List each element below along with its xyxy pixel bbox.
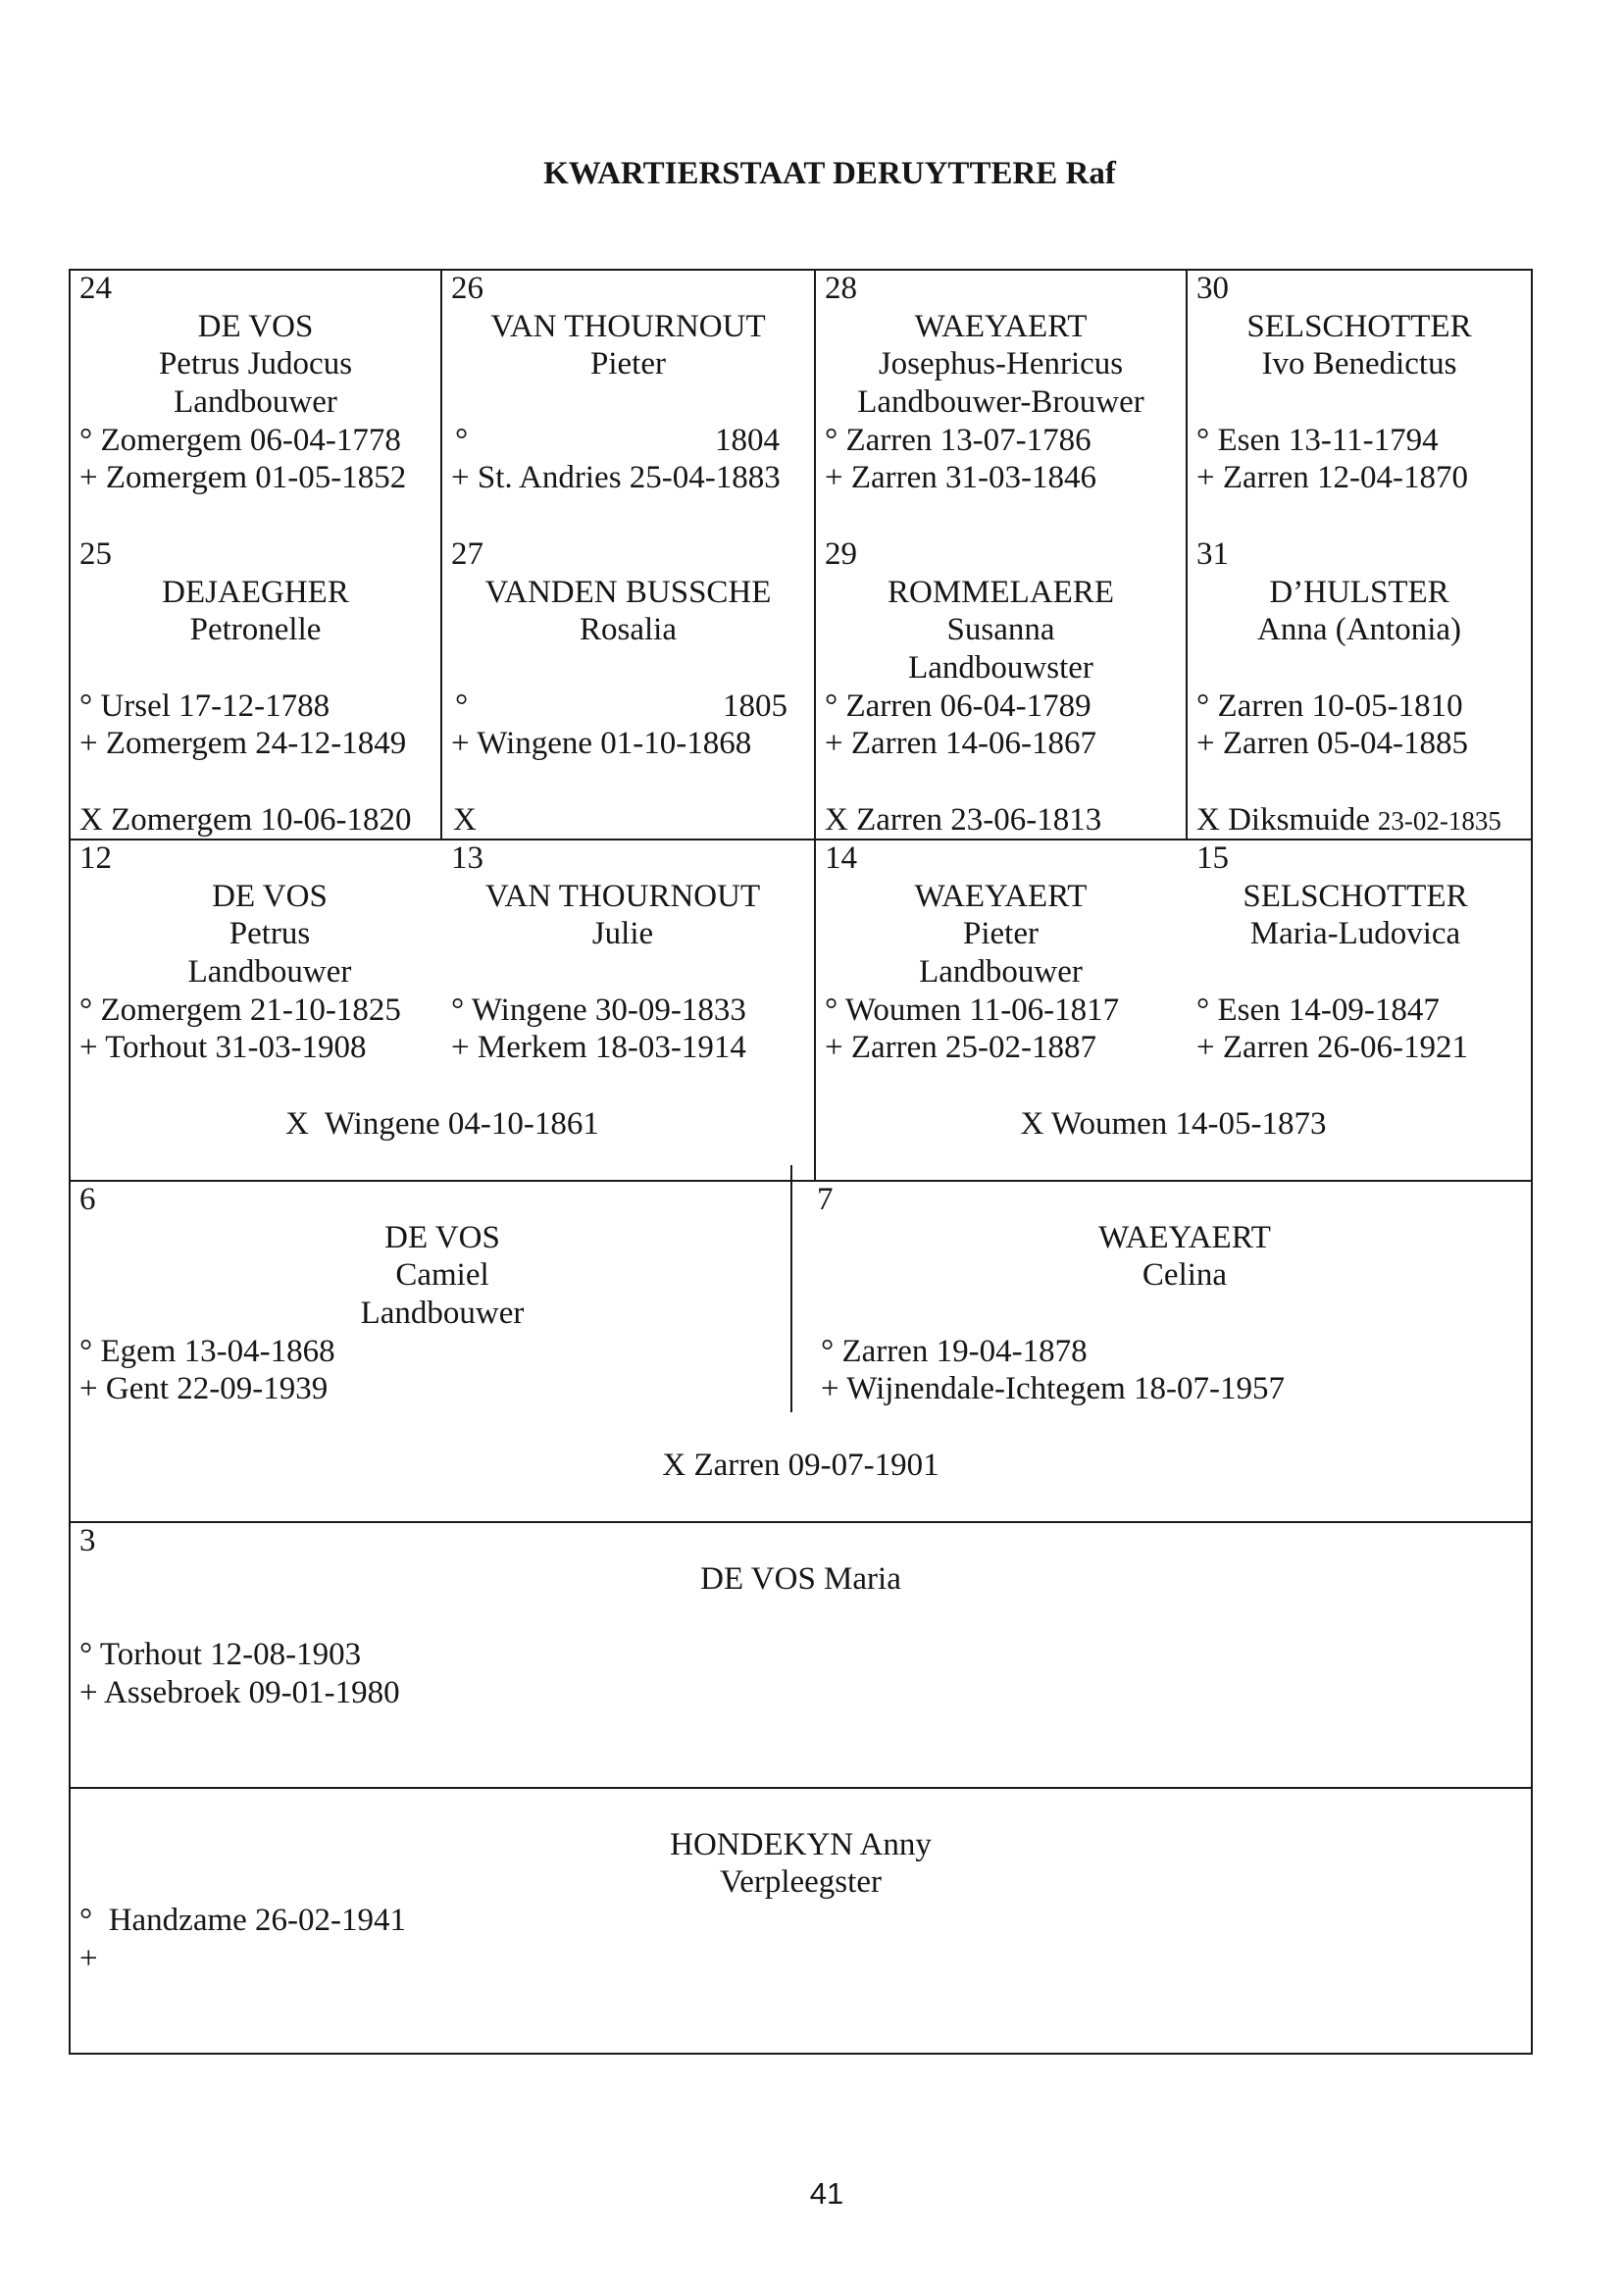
birth-record: ° Zomergem 06-04-1778: [79, 422, 401, 458]
ancestor-surname: VAN THOURNOUT: [484, 878, 761, 914]
ancestor-given-names: Rosalia: [580, 612, 677, 648]
marriage-cell-14-15: [815, 1105, 1532, 1144]
person-name: HONDEKYN Anny: [670, 1826, 932, 1862]
death-record: + Zarren 05-04-1885: [1196, 726, 1469, 762]
ancestor-surname: DE VOS: [212, 878, 328, 914]
line-spacer: [70, 649, 441, 687]
marriage-record: X Zarren 23-06-1813: [825, 801, 1102, 838]
ancestor-surname: D’HULSTER: [1269, 574, 1449, 610]
death-record: + Zomergem 24-12-1849: [79, 726, 407, 762]
death-record: + Zomergem 01-05-1852: [79, 460, 407, 496]
death-record: + Wingene 01-10-1868: [451, 726, 752, 762]
line-spacer: [815, 497, 1187, 535]
ancestor-number: 25: [79, 535, 112, 572]
ancestor-surname: SELSCHOTTER: [1243, 878, 1468, 914]
birth-record: ° Zomergem 21-10-1825: [79, 992, 401, 1028]
ancestor-given-names: Pieter: [963, 916, 1039, 952]
death-record: + Zarren 14-06-1867: [825, 726, 1097, 762]
marriage-record: X Zarren 09-07-1901: [662, 1448, 939, 1483]
line-spacer: [1187, 953, 1532, 992]
ancestor-number: 28: [825, 271, 857, 306]
ancestor-column-26-27: [441, 270, 815, 839]
person-number: 3: [79, 1523, 96, 1558]
birth-record: ° Wingene 30-09-1833: [451, 992, 746, 1028]
page-title: KWARTIERSTAAT DERUYTTERE Raf: [543, 156, 1116, 191]
marriage-date: 23-02-1835: [1377, 805, 1501, 836]
marriage-cell-6-7: [70, 1447, 1532, 1485]
ancestor-number: 27: [451, 535, 483, 572]
ancestor-number: 29: [825, 535, 857, 572]
ancestor-given-names: Petronelle: [189, 612, 322, 648]
birth-year: 1804: [715, 422, 780, 458]
proband-cell: [70, 1788, 1532, 1977]
ancestor-given-names: Susanna: [946, 612, 1055, 648]
death-record: + Assebroek 09-01-1980: [79, 1674, 400, 1710]
ancestor-number: 6: [79, 1182, 96, 1217]
line-spacer: [441, 497, 815, 535]
birth-record: ° Esen 14-09-1847: [1196, 992, 1440, 1028]
marriage-place: X Diksmuide: [1196, 801, 1370, 838]
birth-record: ° Esen 13-11-1794: [1196, 422, 1439, 458]
ancestor-surname: VAN THOURNOUT: [490, 308, 766, 344]
ancestor-given-names: Pieter: [590, 346, 666, 382]
ancestor-surname: WAEYAERT: [1098, 1219, 1271, 1255]
birth-record: ° Torhout 12-08-1903: [79, 1637, 362, 1673]
ancestor-surname: DEJAEGHER: [162, 574, 349, 610]
line-spacer: [791, 1295, 1532, 1333]
birth-record: ° Egem 13-04-1868: [79, 1333, 335, 1369]
ancestor-number: 26: [451, 271, 483, 306]
line-spacer: [441, 953, 815, 992]
ancestor-cell-13: [441, 840, 815, 1067]
ancestor-number: 13: [451, 840, 483, 876]
death-record: + Wijnendale-Ichtegem 18-07-1957: [821, 1371, 1286, 1407]
ancestor-given-names: Ivo Benedictus: [1261, 346, 1457, 382]
ancestor-cell-15: [1187, 840, 1532, 1067]
birth-record: ° Zarren 06-04-1789: [825, 687, 1091, 724]
birth-record: ° Zarren 13-07-1786: [825, 422, 1091, 458]
ancestor-given-names: Camiel: [395, 1257, 489, 1294]
marriage-record: X Zomergem 10-06-1820: [79, 801, 412, 838]
birth-symbol: °: [455, 422, 469, 458]
line-spacer: [70, 497, 441, 535]
ancestor-given-names: Maria-Ludovica: [1249, 916, 1461, 952]
ancestor-surname: ROMMELAERE: [888, 574, 1114, 610]
ancestor-given-names: Anna (Antonia): [1256, 612, 1462, 648]
death-record: + Zarren 26-06-1921: [1196, 1030, 1469, 1066]
birth-record: ° Woumen 11-06-1817: [825, 992, 1120, 1028]
line-spacer: [1187, 497, 1532, 535]
ancestor-occupation: Landbouwer-Brouwer: [857, 384, 1144, 421]
ancestor-number: 14: [825, 840, 857, 876]
ancestor-surname: WAEYAERT: [914, 878, 1088, 914]
ancestor-occupation: Landbouwer: [919, 954, 1083, 991]
line-spacer: [1187, 763, 1532, 801]
death-record: + Merkem 18-03-1914: [451, 1030, 746, 1066]
birth-record: ° Ursel 17-12-1788: [79, 687, 330, 724]
marriage-record: X: [453, 801, 477, 838]
death-record: +: [79, 1940, 98, 1976]
ancestor-surname: SELSCHOTTER: [1246, 308, 1472, 344]
person-name: DE VOS Maria: [700, 1560, 901, 1597]
line-spacer: [815, 763, 1187, 801]
ancestor-number: 31: [1196, 535, 1229, 572]
marriage-record: [1187, 801, 1532, 840]
line-spacer: [70, 1788, 1532, 1826]
marriage-record: X Woumen 14-05-1873: [1020, 1106, 1327, 1142]
line-spacer: [1187, 383, 1532, 422]
ancestor-number: 15: [1196, 840, 1229, 876]
person-cell-3: [70, 1522, 1532, 1711]
death-record: + St. Andries 25-04-1883: [451, 460, 781, 496]
line-spacer: [441, 763, 815, 801]
birth-record: [441, 422, 815, 460]
birth-record: [441, 687, 815, 726]
ancestor-cell-6: [70, 1181, 791, 1408]
ancestor-occupation: Landbouwer: [187, 954, 352, 991]
ancestor-number: 7: [817, 1182, 834, 1217]
ancestor-occupation: Landbouwer: [360, 1296, 525, 1332]
line-spacer: [1187, 649, 1532, 687]
ancestor-cell-14: [815, 840, 1187, 1067]
ancestor-occupation: Landbouwster: [908, 649, 1093, 686]
ancestor-given-names: Petrus: [228, 916, 311, 952]
ancestor-number: 12: [79, 840, 112, 876]
line-spacer: [70, 1598, 1532, 1636]
ancestor-number: 24: [79, 271, 112, 306]
ancestor-occupation: Landbouwer: [174, 384, 337, 421]
death-record: + Gent 22-09-1939: [79, 1371, 329, 1407]
line-spacer: [441, 649, 815, 687]
death-record: + Zarren 12-04-1870: [1196, 460, 1469, 496]
birth-record: ° Handzame 26-02-1941: [79, 1903, 407, 1939]
ancestor-given-names: Celina: [1142, 1257, 1228, 1294]
ancestor-cell-7: [791, 1181, 1532, 1408]
birth-year: 1805: [723, 687, 787, 724]
ancestor-column-28-29: [815, 270, 1187, 839]
ancestor-column-24-25: [70, 270, 441, 839]
birth-symbol: °: [455, 687, 469, 724]
line-spacer: [70, 763, 441, 801]
birth-record: ° Zarren 10-05-1810: [1196, 687, 1463, 724]
page-number: 41: [809, 2176, 844, 2211]
birth-record: ° Zarren 19-04-1878: [821, 1333, 1088, 1369]
ancestor-surname: WAEYAERT: [914, 308, 1088, 344]
ancestor-column-30-31: [1187, 270, 1532, 839]
line-spacer: [441, 383, 815, 422]
marriage-cell-12-13: [70, 1105, 815, 1144]
ancestor-surname: DE VOS: [384, 1219, 500, 1255]
ancestor-given-names: Petrus Judocus: [158, 346, 353, 382]
death-record: + Torhout 31-03-1908: [79, 1030, 367, 1066]
death-record: + Zarren 31-03-1846: [825, 460, 1097, 496]
ancestor-cell-12: [70, 840, 441, 1067]
ancestor-given-names: Julie: [591, 916, 654, 952]
ancestor-given-names: Josephus-Henricus: [878, 346, 1124, 382]
person-occupation: Verpleegster: [720, 1864, 882, 1901]
marriage-record: X Wingene 04-10-1861: [285, 1106, 599, 1142]
ancestor-surname: VANDEN BUSSCHE: [484, 574, 772, 610]
ancestor-number: 30: [1196, 271, 1229, 306]
death-record: + Zarren 25-02-1887: [825, 1030, 1097, 1066]
ancestor-surname: DE VOS: [197, 308, 314, 344]
